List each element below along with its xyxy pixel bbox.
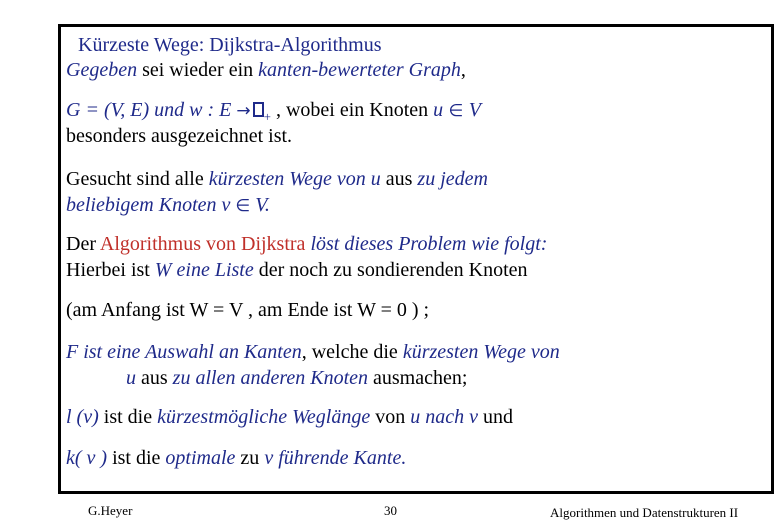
element-of-icon: ∈	[443, 101, 469, 121]
paragraph-start-end: (am Anfang ist W = V , am Ende ist W = 0 ) ;	[66, 299, 430, 321]
paragraph-sought: Gesucht sind alle kürzesten Wege von u aus zu jedem	[66, 168, 488, 190]
paragraph-graph-def-2: besonders ausgezeichnet ist.	[66, 125, 293, 147]
paragraph-length: l (v) ist die kürzestmögliche Weglänge von u nach v und	[66, 406, 513, 428]
element-of-icon-2: ∈	[235, 196, 251, 216]
real-numbers-box-icon	[253, 102, 264, 117]
slide-title: Kürzeste Wege: Dijkstra-Algorithmus	[78, 34, 382, 56]
paragraph-graph-def: G = (V, E) und w : E → $_+$ , wobei ein Knoten u ∈ V	[66, 99, 481, 124]
paragraph-edges: F ist eine Auswahl an Kanten, welche die kürzesten Wege von	[66, 341, 560, 363]
paragraph-sought-2: beliebigem Knoten v ∈ V.	[66, 194, 270, 216]
paragraph-given: Gegeben sei wieder ein kanten-bewerteter Graph,	[66, 59, 466, 81]
arrow-icon: →	[236, 101, 251, 121]
paragraph-edges-2: u aus zu allen anderen Knoten ausmachen;	[126, 367, 468, 389]
footer-author: G.Heyer	[88, 503, 133, 518]
paragraph-edge-k: k( v ) ist die optimale zu v führende Kante.	[66, 447, 407, 469]
paragraph-algorithm-2: Hierbei ist W eine Liste der noch zu sondierenden Knoten	[66, 259, 528, 281]
footer-course: Algorithmen und Datenstrukturen II	[550, 505, 739, 520]
footer-page-number: 30	[384, 503, 397, 518]
paragraph-algorithm: Der Algorithmus von Dijkstra löst dieses Problem wie folgt:	[66, 233, 548, 255]
